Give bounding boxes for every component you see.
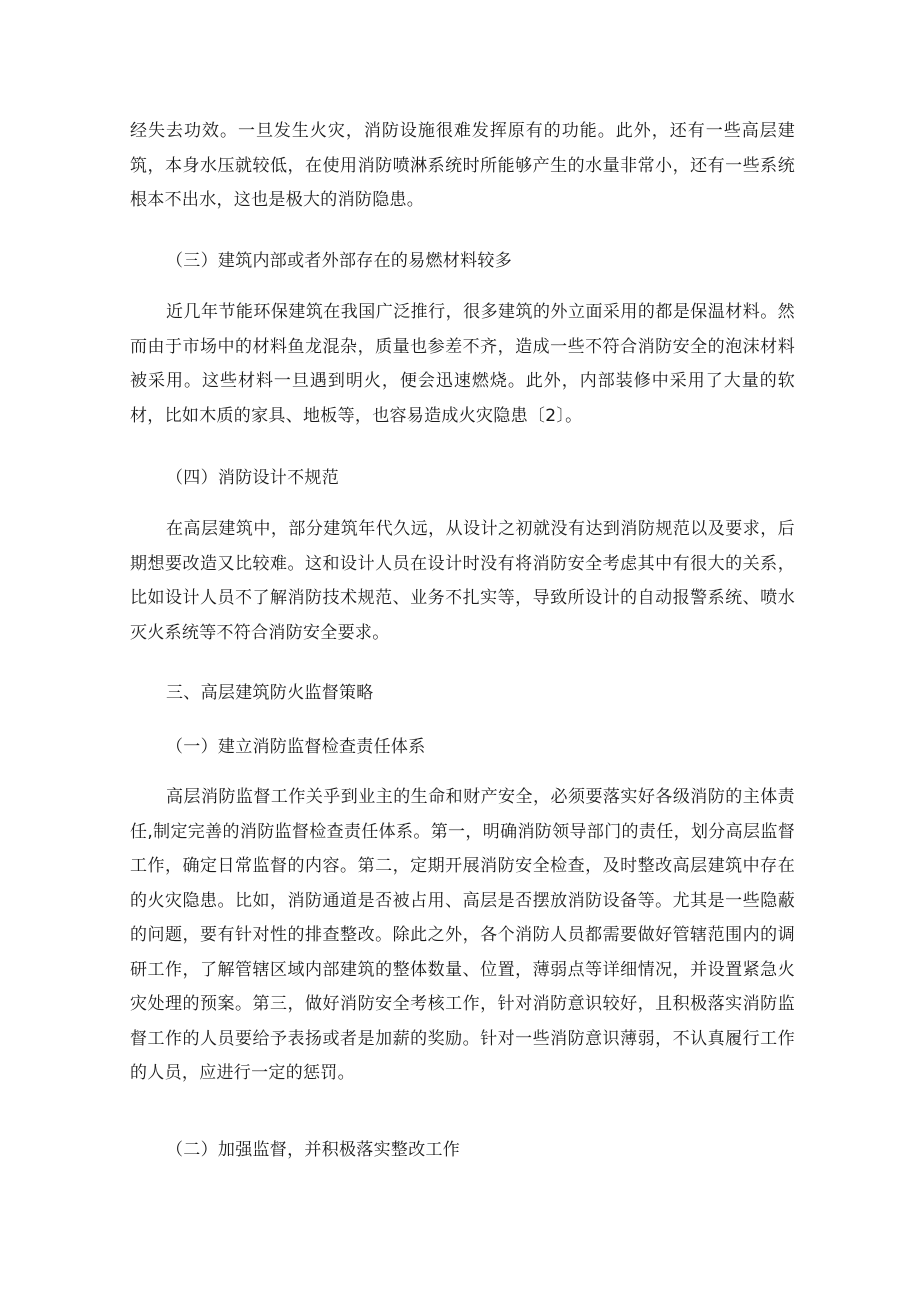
subheading-responsibility-system: （一）建立消防监督检查责任体系: [166, 737, 426, 757]
subheading-strengthen-supervision: （二）加强监督，并积极落实整改工作: [166, 1140, 461, 1160]
subheading-flammable-materials: （三）建筑内部或者外部存在的易燃材料较多: [166, 251, 512, 271]
subheading-design-nonstandard: （四）消防设计不规范: [166, 468, 339, 488]
paragraph-fire-facilities: 经失去功效。一旦发生火灾，消防设施很难发挥原有的功能。此外，还有一些高层建筑，本身水压就较低，在使用消防喷淋系统时所能够产生的水量非常小，还有一些系统根本不出水，这也是极大的消防隐患。: [130, 121, 795, 210]
paragraph-insulation-materials: 近几年节能环保建筑在我国广泛推行，很多建筑的外立面采用的都是保温材料。然而由于市场中的材料鱼龙混杂，质量也参差不齐，造成一些不符合消防安全的泡沫材料被采用。这些材料一旦遇到明火，便会迅速燃烧。此外，内部装修中采用了大量的软材，比如木质的家具、地板等，也容易造成火灾隐患〔2〕。: [130, 302, 795, 426]
paragraph-supervision-work: 高层消防监督工作关乎到业主的生命和财产安全，必须要落实好各级消防的主体责任,制定完善的消防监督检查责任体系。第一，明确消防领导部门的责任，划分高层监督工作，确定日常监督的内容。第二，定期开展消防安全检查，及时整改高层建筑中存在的火灾隐患。比如，消防通道是否被占用、高层是否摆放消防设备等。尤其是一些隐蔽的问题，要有针对性的排查整改。除此之外，各个消防人员都需要做好管辖范围内的调研工作，了解管辖区域内部建筑的整体数量、位置，薄弱点等详细情况，并设置紧急火灾处理的预案。第三，做好消防安全考核工作，针对消防意识较好，且积极落实消防监督工作的人员要给予表扬或者是加薪的奖励。针对一些消防意识薄弱，不认真履行工作的人员，应进行一定的惩罚。: [130, 787, 795, 1083]
paragraph-design-issues: 在高层建筑中，部分建筑年代久远，从设计之初就没有达到消防规范以及要求，后期想要改造又比较难。这和设计人员在设计时没有将消防安全考虑其中有很大的关系，比如设计人员不了解消防技术规范、业务不扎实等，导致所设计的自动报警系统、喷水灭火系统等不符合消防安全要求。: [130, 519, 795, 643]
section-heading-strategies: 三、高层建筑防火监督策略: [166, 683, 374, 703]
